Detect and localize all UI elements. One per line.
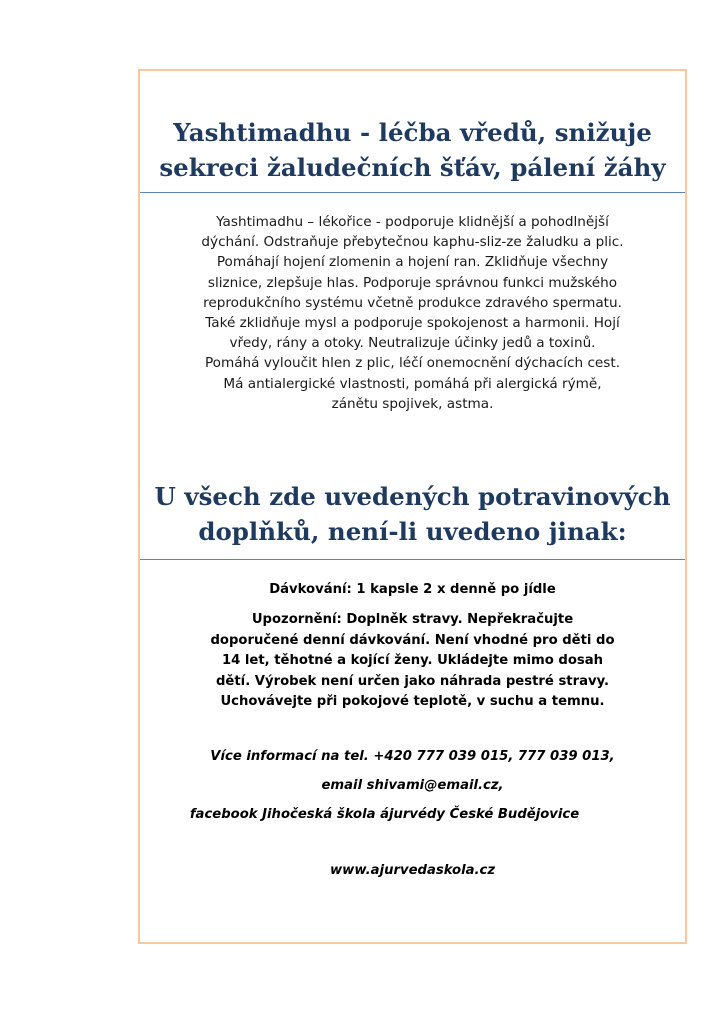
contact-website: www.ajurvedaskola.cz xyxy=(329,863,496,878)
contact-facebook: facebook Jihočeská škola ájurvédy České Budějovice xyxy=(189,807,580,822)
description-line: Pomáhá vyloučit hlen z plic, léčí onemocnění dýchacích cest. xyxy=(204,355,621,372)
contact-phone: Více informací na tel. +420 777 039 015, 777 039 013, xyxy=(210,749,615,764)
description-line: dýchání. Odstraňuje přebytečnou kaphu-sliz-ze žaludku a plic. xyxy=(201,234,624,251)
warning-text xyxy=(142,610,683,713)
product-title-line: Yashtimadhu - léčba vředů, snižuje xyxy=(173,118,652,147)
description-line: Yashtimadhu – lékořice - podporuje klidnější a pohodlnější xyxy=(216,214,609,230)
dosage-text: Dávkování: 1 kapsle 2 x denně po jídle xyxy=(269,582,556,597)
general-notice-heading xyxy=(140,479,685,549)
contact-email: email shivami@email.cz, xyxy=(321,778,504,793)
description-line: reprodukčního systému včetně produkce zdravého spermatu. xyxy=(203,294,622,311)
description-line: vředy, rány a otoky. Neutralizuje účinky jedů a toxinů. xyxy=(229,335,596,352)
product-description xyxy=(144,212,681,414)
description-line: Také zklidňuje mysl a podporuje spokojenost a harmonii. Hojí xyxy=(205,315,620,332)
warning-line: Upozornění: Doplněk stravy. Nepřekračujte xyxy=(251,612,574,627)
warning-line: Uchovávejte při pokojové teplotě, v suchu a temnu. xyxy=(220,694,605,710)
description-line: zánětu spojivek, astma. xyxy=(331,395,494,412)
product-title xyxy=(140,115,685,185)
general-notice-heading-line: doplňků, není-li uvedeno jinak: xyxy=(198,517,627,546)
product-title-line: sekreci žaludečních šťáv, pálení žáhy xyxy=(159,153,666,182)
description-line: Má antialergické vlastnosti, pomáhá při alergická rýmě, xyxy=(223,375,602,392)
title-divider xyxy=(140,192,685,193)
general-notice-heading-line: U všech zde uvedených potravinových xyxy=(154,482,671,511)
notice-divider xyxy=(140,559,685,560)
warning-line: dětí. Výrobek není určen jako náhrada pestré stravy. xyxy=(215,673,609,689)
description-line: Pomáhají hojení zlomenin a hojení ran. Zklidňuje všechny xyxy=(216,254,609,271)
warning-line: 14 let, těhotné a kojící ženy. Ukládejte mimo dosah xyxy=(221,653,604,669)
description-line: sliznice, zlepšuje hlas. Podporuje správnou funkci mužského xyxy=(207,274,618,291)
page-frame xyxy=(138,69,687,944)
warning-line: doporučené denní dávkování. Není vhodné pro děti do xyxy=(210,632,615,648)
